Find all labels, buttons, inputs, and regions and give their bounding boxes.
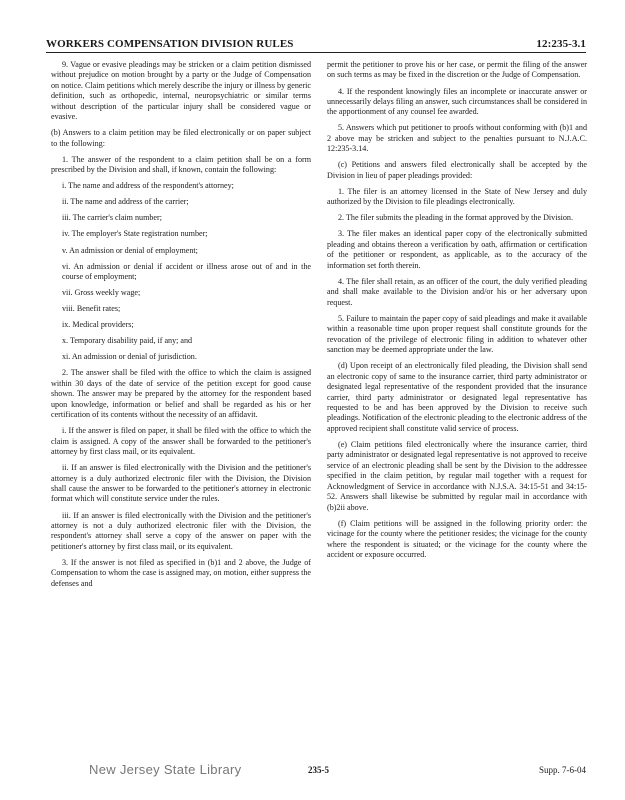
paragraph: (b) Answers to a claim petition may be filed electronically or on paper subject to the following: bbox=[51, 128, 311, 148]
paragraph: (d) Upon receipt of an electronically filed pleading, the Division shall send an electronic copy of same to the insurance carrier, third party administrator or designated legal representative of the respondent provided that the insurance carrier, third party administrator or designated legal representative has requested to be and has been approved by the Division to receive such pleadings. Notification of the electronic pleading to the electronic address of the approved recipient shall constitute valid service of process. bbox=[327, 361, 587, 433]
header-rule bbox=[46, 52, 586, 53]
list-item: iii. The carrier's claim number; bbox=[62, 213, 162, 223]
supplement-date: Supp. 7-6-04 bbox=[539, 765, 586, 775]
header-title: WORKERS COMPENSATION DIVISION RULES bbox=[46, 38, 294, 50]
paragraph: 4. If the respondent knowingly files an incomplete or inaccurate answer or unnecessarily delays filing an answer, such circumstances shall be considered in the apportionment of any counsel fee awarded. bbox=[327, 86, 587, 117]
list-item: v. An admission or denial of employment; bbox=[62, 245, 198, 255]
paragraph: 5. Failure to maintain the paper copy of said pleadings and make it available within a reasonable time upon proper request shall constitute grounds for the revocation of the privilege of electronic filing in addition to whatever other sanction may be deemed appropriate under the law. bbox=[327, 313, 587, 355]
list-item: vi. An admission or denial if accident or illness arose out of and in the course of employment; bbox=[62, 261, 311, 281]
list-item: xi. An admission or denial of jurisdiction. bbox=[62, 352, 197, 362]
paragraph: permit the petitioner to prove his or her case, or permit the filing of the answer on such terms as may be fixed in the discretion or the Judge of Compensation. bbox=[327, 60, 587, 80]
list-item: ii. The name and address of the carrier; bbox=[62, 197, 189, 207]
running-header bbox=[46, 38, 586, 52]
paragraph: (f) Claim petitions will be assigned in the following priority order: the vicinage for the county where the petitioner resides; the vicinage for the county where the respondent is situated; or the vicinage for the county where the accident or exposure occurred. bbox=[327, 518, 587, 560]
paragraph: (c) Petitions and answers filed electronically shall be accepted by the Division in lieu of paper pleadings provided: bbox=[327, 160, 587, 180]
list-item: ix. Medical providers; bbox=[62, 320, 134, 330]
library-watermark: New Jersey State Library bbox=[89, 762, 242, 777]
list-item: viii. Benefit rates; bbox=[62, 304, 121, 314]
paragraph: 5. Answers which put petitioner to proofs without conforming with (b)1 and 2 above may be stricken and subject to the penalties pursuant to N.J.A.C. 12:235-3.14. bbox=[327, 123, 587, 154]
paragraph: i. If the answer is filed on paper, it shall be filed with the office to which the claim is assigned. A copy of the answer shall be forwarded to the petitioner's attorney by first class mail, or its equivalent. bbox=[51, 426, 311, 457]
paragraph: 1. The filer is an attorney licensed in the State of New Jersey and duly authorized by the Division to file pleadings electronically. bbox=[327, 186, 587, 207]
paragraph: 3. The filer makes an identical paper copy of the electronically submitted pleading and obtains thereon a verification by oath, affirmation or certification of the petitioner or respondent, as applicable, as to the accuracy of the information set forth therein. bbox=[327, 229, 587, 270]
paragraph: 2. The filer submits the pleading in the format approved by the Division. bbox=[338, 213, 573, 223]
paragraph: 3. If the answer is not filed as specified in (b)1 and 2 above, the Judge of Compensation to whom the case is assigned may, on motion, either suppress the defenses and bbox=[51, 557, 311, 588]
page-number: 235-5 bbox=[308, 765, 329, 775]
page-footer bbox=[46, 763, 586, 781]
list-item: iv. The employer's State registration number; bbox=[62, 229, 208, 239]
list-item: vii. Gross weekly wage; bbox=[62, 288, 141, 298]
paragraph: (e) Claim petitions filed electronically where the insurance carrier, third party administrator or designated legal representative is not approved to receive service of an electronic pleading shall be sent by the Division to the addressee specified in the claim petition, by regular mail together with a request for Acknowledgment of Service in accordance with N.J.S.A. 34:15-51 and 34:15-52. Answers shall likewise be submitted by regular mail in accordance with (b)2ii above. bbox=[327, 439, 587, 512]
left-column bbox=[51, 60, 311, 595]
paragraph: iii. If an answer is filed electronically with the Division and the petitioner's attorney is not a duly authorized electronic filer with the Division, the respondent's attorney shall serve a copy of the answer on paper with the petitioner's attorney by first class mail, or its equivalent. bbox=[51, 510, 311, 551]
list-item: i. The name and address of the respondent's attorney; bbox=[62, 181, 234, 191]
paragraph: 2. The answer shall be filed with the office to which the claim is assigned within 30 days of the date of service of the petition except for good cause shown. The answer may be prepared by the attorney for the respondent based upon knowledge, information or belief and shall be regarded as his or her certification of its contents without the necessity of an affidavit. bbox=[51, 368, 311, 420]
header-section-number: 12:235-3.1 bbox=[536, 38, 586, 50]
list-item: x. Temporary disability paid, if any; and bbox=[62, 336, 193, 346]
paragraph: 4. The filer shall retain, as an officer of the court, the duly verified pleading and shall make available to the Division and/or his or her adversary upon request. bbox=[327, 276, 587, 307]
paragraph: ii. If an answer is filed electronically with the Division and the petitioner's attorney is a duly authorized electronic filer with the Division, the Division shall cause the answer to be forwarded to the petitioner's attorney in electronic format which will constitute service under the rules. bbox=[51, 463, 311, 504]
paragraph: 1. The answer of the respondent to a claim petition shall be on a form prescribed by the Division and shall, if known, contain the following: bbox=[51, 154, 311, 175]
right-column bbox=[327, 60, 587, 566]
paragraph: 9. Vague or evasive pleadings may be stricken or a claim petition dismissed without prejudice on motion brought by a party or the Judge of Compensation on notice. Claim petitions which merely describe the injury or illness by generic definition, such as orthopedic, internal, neuropsychiatric or similar terms without description of the particular injury shall be considered vague or evasive. bbox=[51, 60, 311, 122]
